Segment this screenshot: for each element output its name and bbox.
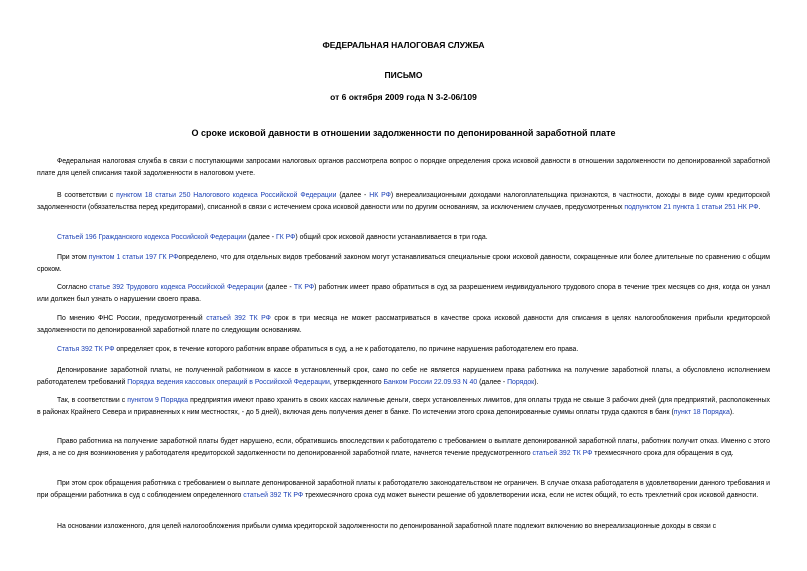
paragraph-text: ). xyxy=(534,378,539,386)
body-paragraph xyxy=(37,313,770,336)
paragraph-text: При этом xyxy=(57,254,89,261)
document-link[interactable]: подпунктом 21 пункта 1 статьи 251 НК РФ xyxy=(624,203,759,211)
paragraph-text: ) общий срок исковой давности устанавливается в три года. xyxy=(295,234,488,241)
paragraph-text: Согласно xyxy=(57,284,90,291)
paragraph-text: В соответствии с xyxy=(57,192,117,199)
paragraph-text: ) внереализационными доходами налогоплательщика признаются, в частности, доходы в виде сумм кредиторской задолженности (обязательства перед кредиторами), списанной в связи с истечением срока исковой давности или по другим основаниям, за исключением случаев, предусмотренных xyxy=(37,192,771,211)
document-link[interactable]: пунктом 1 статьи 197 ГК РФ xyxy=(88,254,179,261)
paragraph-text: ) работник имеет право обратиться в суд за разрешением индивидуального трудового спора в течение трех месяцев со дня, когда он узнал или должен был узнать о нарушении своего права. xyxy=(37,284,770,303)
paragraph-text: определяет срок, в течение которого работник вправе обратиться в суд, а не к работодателю, по причине нарушения работодателем его права. xyxy=(114,346,579,353)
body-paragraph xyxy=(37,395,770,418)
document-link[interactable]: статьей 392 ТК РФ xyxy=(243,491,304,499)
paragraph-text: (далее - xyxy=(336,192,370,199)
document-link[interactable]: пунктом 18 статьи 250 Налогового кодекса Российской Федерации xyxy=(116,192,337,199)
document-link[interactable]: пункт 18 Порядка xyxy=(673,408,730,416)
document-link[interactable]: ТК РФ xyxy=(293,284,315,291)
body-paragraph xyxy=(37,190,770,213)
paragraph-text: Так, в соответствии с xyxy=(57,397,128,404)
body-paragraph xyxy=(37,282,770,305)
document-link[interactable]: статьей 392 ТК РФ xyxy=(532,449,593,457)
body-paragraph xyxy=(37,344,770,356)
paragraph-text: (далее - xyxy=(477,378,508,386)
paragraph-text: ). xyxy=(729,408,735,416)
document-link[interactable]: Статьей 196 Гражданского кодекса Российской Федерации xyxy=(57,234,247,241)
body-paragraph xyxy=(37,156,770,179)
paragraph-text: По мнению ФНС России, предусмотренный xyxy=(57,315,207,322)
paragraph-text: трехмесячного срока суд может вынести решение об удовлетворении иска, если не истек общий, то есть трехлетний срок исковой давности. xyxy=(303,491,759,499)
paragraph-text: На основании изложенного, для целей налогообложения прибыли сумма кредиторской задолженности по депонированной заработной плате подлежит включению во внереализационные доходы в связи с xyxy=(57,523,717,530)
document-link[interactable]: ГК РФ xyxy=(275,234,296,241)
body-paragraph xyxy=(37,365,770,388)
document-link[interactable]: Порядок xyxy=(507,378,535,386)
document-link[interactable]: НК РФ xyxy=(369,192,391,199)
body-paragraph xyxy=(37,436,770,459)
paragraph-text: (далее - xyxy=(246,234,276,241)
document-type: ПИСЬМО xyxy=(384,70,423,80)
paragraph-text: Федеральная налоговая служба в связи с поступающими запросами налоговых органов рассмотрела вопрос о порядке определения срока исковой давности в отношении задолженности по депонированной заработной плате для целей списания такой задолженности в налоговом учете. xyxy=(37,158,770,177)
paragraph-text: срок в три месяца не может рассматриваться в качестве срока исковой давности для списания в целях налогообложения прибыли кредиторской задолженности по депонированной заработной плате по следующим основаниям. xyxy=(37,315,770,334)
document-link[interactable]: Порядка ведения кассовых операций в Российской Федерации xyxy=(127,378,330,386)
paragraph-text: (далее - xyxy=(263,284,294,291)
agency-heading: ФЕДЕРАЛЬНАЯ НАЛОГОВАЯ СЛУЖБА xyxy=(322,40,485,50)
paragraph-text: , утвержденного xyxy=(329,378,384,386)
document-link[interactable]: Банком России 22.09.93 N 40 xyxy=(383,378,478,386)
document-title: О сроке исковой давности в отношении задолженности по депонированной заработной плате xyxy=(191,128,616,138)
document-link[interactable]: статье 392 Трудового кодекса Российской Федерации xyxy=(89,284,264,291)
body-paragraph xyxy=(37,252,770,275)
paragraph-text: определено, что для отдельных видов требований законом могут устанавливаться специальные сроки исковой давности, сокращенные или более длительные по сравнению с общим сроком. xyxy=(37,254,770,273)
document-date-number: от 6 октября 2009 года N 3-2-06/109 xyxy=(330,92,477,102)
body-paragraph xyxy=(37,521,770,533)
paragraph-text: предприятия имеют право хранить в своих кассах наличные деньги, сверх установленных лимитов, для оплаты труда не свыше 3 рабочих дней (для предприятий, расположенных в районах Крайнего Севера и приравненных к ним местностях, - до 5 дней), включая день получения денег в банке. По истечении этого срока депонированные суммы оплаты труда сдаются в банк ( xyxy=(37,397,770,416)
paragraph-text: Право работника на получение заработной платы будет нарушено, если, обратившись впоследствии к работодателю с требованием о выплате депонированной заработной платы, работник получит отказ. Именно с этого дня, а не со дня возникновения у работодателя кредиторской задолженности по депонированной заработной плате, начнется течение предусмотренного xyxy=(37,438,770,457)
body-paragraph xyxy=(37,478,770,501)
document-link[interactable]: пунктом 9 Порядка xyxy=(127,397,189,404)
document-link[interactable]: статьей 392 ТК РФ xyxy=(206,315,271,322)
paragraph-text: При этом срок обращения работника с требованием о выплате депонированной заработной платы к работодателю законодательством не ограничен. В случае отказа работодателя в удовлетворении данного требования и при обращении работника в суд с соблюдением определенного xyxy=(37,480,770,499)
paragraph-text: Депонирование заработной платы, не полученной работником в кассе в установленный срок, само по себе не является нарушением права работника на получение заработной платы, а обусловлено исполнением работодателем требований xyxy=(37,367,770,386)
paragraph-text: . xyxy=(758,203,761,211)
document-link[interactable]: Статья 392 ТК РФ xyxy=(57,346,115,353)
body-paragraph xyxy=(37,232,770,244)
paragraph-text: трехмесячного срока для обращения в суд. xyxy=(592,449,734,457)
